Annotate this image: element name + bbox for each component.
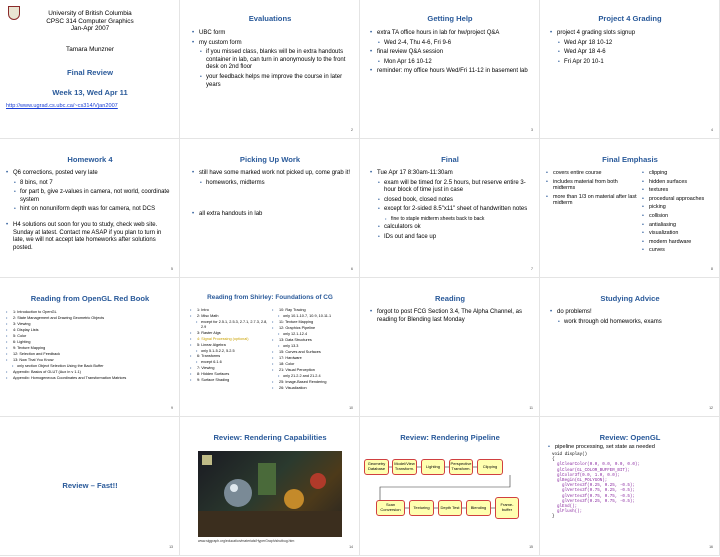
chapter: • 2: State Management and Drawing Geometric Objects — [6, 316, 174, 321]
sub-bullet: • exam will be timed for 2.5 hours, but reserve entire 3-hour block of time just in case — [370, 180, 532, 195]
pipeline-arrows — [360, 417, 540, 556]
slide-title: Homework 4 — [67, 155, 113, 164]
code-line: glEnd(); — [552, 505, 578, 510]
slide-number: 7 — [531, 267, 533, 271]
topic: • antialiasing — [642, 222, 716, 229]
bullet: • pipeline processing, set state as needed — [548, 444, 716, 452]
code-line: glClear(GL_COLOR_BUFFER_BIT); — [552, 468, 630, 473]
week-title: Week 13, Wed Apr 11 — [52, 88, 128, 97]
sub-bullet: • Fri Apr 20 10-1 — [550, 59, 712, 67]
code-line: { — [552, 458, 555, 463]
chapter: • 3: Viewing — [6, 322, 174, 327]
slide-5-homework4 — [0, 139, 180, 278]
slide-3-getting-help — [360, 0, 540, 139]
code-line: glVertex3f(0.25, 0.25, -0.5); — [552, 484, 635, 489]
slide-10-shirley — [180, 278, 360, 417]
chapter-note: • only section Object Selection Using the Back Buffer — [6, 364, 174, 369]
chapter-note: • only 13.3 — [272, 344, 356, 349]
chapter: • 12: Selection and Feedback — [6, 352, 174, 357]
sub-bullet: • homeworks, midterms — [192, 180, 352, 188]
chapter: • 12: Graphics Pipeline — [272, 326, 356, 331]
chapter: • Appendix: Homogeneous Coordinates and Transformation Matrices — [6, 376, 174, 381]
chapter: • 25: Image-Based Rendering — [272, 380, 356, 385]
slide-6-picking-up-work — [180, 139, 360, 278]
topic: • clipping — [642, 170, 716, 177]
code-line: glVertex3f(0.25, 0.75, -0.5); — [552, 499, 635, 504]
slide-number: 6 — [351, 267, 353, 271]
author: Tamara Munzner — [66, 46, 114, 53]
chapter: • 18: Color — [272, 362, 356, 367]
code-line: glFlush(); — [552, 510, 583, 515]
chapter: • 26: Visualization — [272, 386, 356, 391]
chapter: • 2: Misc Math — [190, 314, 270, 319]
code-line: void display() — [552, 453, 588, 457]
bullet: • do problems! — [550, 309, 712, 317]
rendered-scene-icon — [198, 451, 342, 537]
pipeline-box: Geometry Database — [364, 459, 389, 475]
chapter: • 1: Introduction to OpenGL — [6, 310, 174, 315]
slide-title: Picking Up Work — [239, 155, 301, 164]
chapter: • 9: Surface Shading — [190, 378, 270, 383]
sub-bullet: • Wed Apr 18 4-6 — [550, 49, 712, 57]
bullet: • project 4 grading slots signup — [550, 30, 712, 38]
pipeline-box: Model/View Transform. — [392, 459, 417, 475]
sub-bullet: • except for 2-sided 8.5"x11" sheet of handwritten notes — [370, 206, 532, 214]
topic: • collision — [642, 213, 716, 220]
review-title: Final Review — [66, 68, 113, 77]
sub-bullet: • closed book, closed notes — [370, 197, 532, 205]
bullet: • includes material from both midterms — [546, 179, 640, 192]
bullet: • my custom form — [192, 40, 352, 48]
chapter-note: • only 21.2.2 and 21.2.4 — [272, 374, 356, 379]
chapter: • 6: Transforms — [190, 354, 270, 359]
slide-title: Review: Rendering Capabilities — [213, 433, 327, 442]
slide-15-rendering-pipeline — [360, 417, 540, 556]
sub-bullet: • Mon Apr 16 10-12 — [370, 59, 532, 67]
bullet: • covers entire course — [546, 170, 640, 177]
pipeline-box: Clipping — [477, 459, 503, 475]
chapter-note: • only 5.1-5.2.2, 5.2.5 — [190, 349, 270, 354]
slide-number: 5 — [171, 267, 173, 271]
chapter-note: • except for 2.5.1, 2.5.3, 2.7.1, 2.7.3, 2.8, 2.9 — [190, 320, 270, 329]
image-caption: www.siggraph.org/education/materials/HyperGraph/shutbug.htm — [198, 539, 295, 543]
chapter: • 4: Display Lists — [6, 328, 174, 333]
code-line: } — [552, 515, 555, 520]
chapter: • 8: Hidden Surfaces — [190, 372, 270, 377]
chapter: • 7: Viewing — [190, 366, 270, 371]
slide-number: 4 — [711, 128, 713, 132]
topic: • modern hardware — [642, 239, 716, 246]
chapter-note: • except 6.1.6 — [190, 360, 270, 365]
topic: • picking — [642, 204, 716, 211]
slide-12-studying-advice — [540, 278, 720, 417]
chapter-note: • only 12.1-12.4 — [272, 332, 356, 337]
slide-title: Review – Fast!! — [62, 481, 118, 490]
slide-14-rendering-capabilities — [180, 417, 360, 556]
pipeline-box: Lighting — [421, 459, 445, 475]
chapter: • 11: Texture Mapping — [272, 320, 356, 325]
slide-title: Reading — [435, 294, 465, 303]
code-line: glClearColor(0.0, 0.0, 0.0, 0.0); — [552, 463, 640, 468]
slide-title: Studying Advice — [600, 294, 660, 303]
topic: • hidden surfaces — [642, 179, 716, 186]
chapter: • 1: Intro — [190, 308, 270, 313]
pipeline-box: Texturing — [409, 500, 434, 516]
slide-title: Getting Help — [427, 14, 473, 23]
slide-title: Review: Rendering Pipeline — [400, 433, 500, 442]
chapter: • 21: Visual Perception — [272, 368, 356, 373]
chapter: • 13: Data Structures — [272, 338, 356, 343]
pipeline-box: Scan Conversion — [376, 500, 405, 516]
slide-title: Evaluations — [248, 14, 292, 23]
slide-1-title — [0, 0, 180, 139]
topic: • textures — [642, 187, 716, 194]
chapter: • Appendix: Basics of GLUT (Aux in v 1.1) — [6, 370, 174, 375]
slide-number: 12 — [709, 406, 713, 410]
bullet: • final review Q&A session — [370, 49, 532, 57]
sub-bullet: • work through old homeworks, exams — [550, 319, 712, 327]
course-info: University of British Columbia CPSC 314 Computer Graphics Jan-Apr 2007 — [46, 10, 134, 33]
slide-number: 2 — [351, 128, 353, 132]
bullet: • H4 solutions out soon for you to study, check web site. Sunday at latest. Contact me ASAP if you plan to turn in late, we will not accept late homeworks after solutions posted. — [6, 222, 172, 252]
sub-sub-bullet: • fine to staple midterm sheets back to back — [370, 216, 532, 222]
pipeline-box: Blending — [466, 500, 491, 516]
chapter: • 15: Curves and Surfaces — [272, 350, 356, 355]
slide-13-review-fast — [0, 417, 180, 556]
pipeline-box: Depth Test — [438, 500, 462, 516]
slide-11-reading — [360, 278, 540, 417]
chapter-optional: • 4: Signal Processing (optional) — [190, 337, 270, 342]
code-line: glColor3f(0.0, 1.0, 0.0); — [552, 473, 620, 478]
slide-9-red-book — [0, 278, 180, 417]
slide-number: 11 — [529, 406, 533, 410]
bullet: • still have some marked work not picked up, come grab it! — [192, 170, 352, 178]
chapter: • 3: Raster Algs — [190, 331, 270, 336]
slide-number: 15 — [529, 545, 533, 549]
sub-bullet: • Wed Apr 18 10-12 — [550, 40, 712, 48]
bullet: • all extra handouts in lab — [192, 211, 352, 219]
slide-number: 10 — [349, 406, 353, 410]
sub-bullet: • if you missed class, blanks will be in extra handouts container in lab, can turn in anonymously to the front desk on 2nd floor — [192, 49, 352, 72]
code-line: glBegin(GL_POLYGON); — [552, 479, 608, 484]
slide-4-project4-grading — [540, 0, 720, 139]
sub-bullet: • hint on nonuniform depth was for camera, not DCS — [6, 206, 172, 214]
topic: • visualization — [642, 230, 716, 237]
rendered-scene-image — [198, 451, 342, 537]
topic: • curves — [642, 247, 716, 254]
bullet: • forgot to post FCG Section 3.4, The Alpha Channel, as reading for Blending last Monday — [370, 309, 532, 324]
slide-number: 16 — [709, 545, 713, 549]
code-line: glVertex3f(0.75, 0.25, -0.5); — [552, 489, 635, 494]
bullet: • Q6 corrections, posted very late — [6, 170, 172, 178]
chapter: • 10: Ray Tracing — [272, 308, 356, 313]
slide-number: 8 — [711, 267, 713, 271]
slide-title: Review: OpenGL — [599, 433, 661, 442]
slide-title: Final Emphasis — [602, 155, 658, 164]
slide-2-evaluations — [180, 0, 360, 139]
bullet: • reminder: my office hours Wed/Fri 11-12 in basement lab — [370, 68, 532, 76]
slide-title: Reading from Shirley: Foundations of CG — [207, 294, 333, 301]
bullet: • UBC form — [192, 30, 352, 38]
slide-title: Final — [441, 155, 459, 164]
chapter: • 9: Texture Mapping — [6, 346, 174, 351]
chapter: • 6: Lighting — [6, 340, 174, 345]
slide-7-final — [360, 139, 540, 278]
slide-title: Project 4 Grading — [598, 14, 662, 23]
bullet: • Tue Apr 17 8:30am-11:30am — [370, 170, 532, 178]
sub-bullet: • Wed 2-4, Thu 4-6, Fri 9-6 — [370, 40, 532, 48]
code-block — [552, 453, 640, 521]
sub-bullet: • IDs out and face up — [370, 234, 532, 242]
pipeline-box: Perspective Transform. — [449, 459, 473, 475]
chapter: • 5: Linear Algebra — [190, 343, 270, 348]
chapter: • 17: Hardware — [272, 356, 356, 361]
chapter-note: • only 10.1-10.7, 10.9, 10.11.1 — [272, 314, 356, 319]
code-line: glVertex3f(0.75, 0.75, -0.5); — [552, 494, 635, 499]
topic: • procedural approaches — [642, 196, 716, 203]
slide-number: 9 — [171, 406, 173, 410]
course-link[interactable]: http://www.ugrad.cs.ubc.ca/~cs314/Vjan2007 — [6, 103, 118, 109]
slide-16-opengl — [540, 417, 720, 556]
bullet: • more than 1/3 on material after last midterm — [546, 194, 640, 207]
chapter: • 13: Now That You Know — [6, 358, 174, 363]
slide-8-final-emphasis — [540, 139, 720, 278]
slide-title: Reading from OpenGL Red Book — [30, 294, 150, 303]
sub-bullet: • for part b, give z-values in camera, not world, coordinate system — [6, 189, 172, 204]
pipeline-box: Frame-buffer — [495, 497, 519, 519]
sub-bullet: • 8 bins, not 7 — [6, 180, 172, 188]
slide-number: 13 — [169, 545, 173, 549]
bullet: • extra TA office hours in lab for hw/project Q&A — [370, 30, 532, 38]
sub-bullet: • your feedback helps me improve the course in later years — [192, 74, 352, 89]
chapter: • 5: Color — [6, 334, 174, 339]
slide-number: 14 — [349, 545, 353, 549]
sub-bullet: • calculators ok — [370, 224, 532, 232]
slide-number: 3 — [531, 128, 533, 132]
